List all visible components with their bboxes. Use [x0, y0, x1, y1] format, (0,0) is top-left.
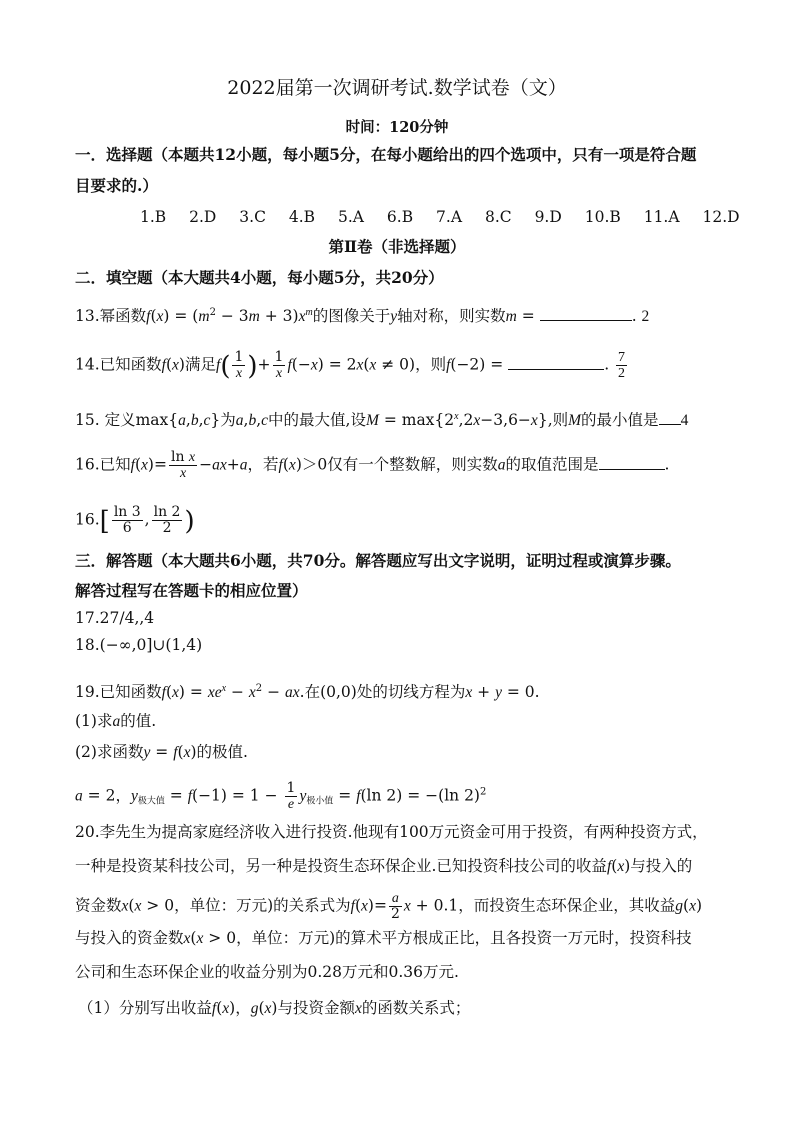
- question-15: 15. 定义max{a,b,c}为a,b,c中的最大值,设$M = \max\{2^x,2x-3,6-x\}$,则M的最小值是 4: [75, 411, 689, 429]
- question-20-part1: （1）分别写出收益f(x)，g(x)与投资金额x的函数关系式；: [78, 999, 471, 1017]
- answer-4: 4.B: [288, 208, 316, 226]
- answer-3: 3.C: [239, 208, 266, 226]
- question-20-line4: 与投入的资金数x(x > 0，单位：万元)的算术平方根成正比，且各投资一万元时，投资科技: [75, 929, 692, 947]
- q15-answer: 4: [680, 412, 689, 429]
- answer-blank: [540, 305, 632, 321]
- section3-heading-2: 解答过程写在答题卡的相应位置）: [75, 581, 308, 600]
- answer-blank: [508, 354, 604, 370]
- answer-8: 8.C: [484, 208, 512, 226]
- answer-1: 1.B: [140, 208, 167, 226]
- answer-11: 11.A: [643, 208, 680, 226]
- answer-10: 10.B: [584, 208, 621, 226]
- answer-5: 5.A: [338, 208, 364, 226]
- exam-title: 2022届第一次调研考试.数学试卷（文）: [227, 77, 567, 99]
- answer-7: 7.A: [436, 208, 463, 226]
- answer-6: 6.B: [386, 208, 414, 226]
- q14-answer: $\frac{7}{2}$: [618, 350, 626, 381]
- answer-9: 9.D: [534, 208, 562, 226]
- section1-heading-2: 目要求的.）: [75, 176, 158, 195]
- answer-blank: [599, 454, 665, 470]
- question-19-part1: (1)求a的值.: [75, 712, 157, 730]
- exam-time: 时间：120分钟: [345, 119, 449, 136]
- section2-heading: 二．填空题（本大题共4小题，每小题5分，共20分）: [75, 268, 444, 287]
- question-16: 16.已知f(x)= $\frac{\text{ln x}}{x}$ −ax+a，若f(x)＞0仅有一个整数解，则实数a的取值范围是 .: [75, 449, 670, 481]
- question-19: 19.已知函数$f(x) = xe^x - x^2$ − ax.在(0,0)处的切线方程为x + y = 0.: [75, 683, 540, 701]
- question-20-line2: 一种是投资某科技公司，另一种是投资生态环保企业.已知投资科技公司的收益f(x)与投入的: [75, 857, 693, 875]
- answer-blank: [659, 409, 681, 425]
- section3-heading-1: 三．解答题（本大题共6小题，共70分。解答题应写出文字说明，证明过程或演算步骤。: [75, 551, 681, 570]
- answer-2: 2.D: [189, 208, 217, 226]
- q13-answer: 2: [641, 308, 650, 325]
- section1-heading-1: 一．选择题（本题共12小题，每小题5分，在每小题给出的四个选项中，只有一项是符合题: [75, 145, 697, 164]
- question-20-line3: 资金数x(x > 0，单位：万元)的关系式为f(x)= $\frac{a}{2}$ x + 0.1，而投资生态环保企业，其收益g(x): [75, 891, 703, 922]
- question-19-part2: (2)求函数y = f(x)的极值.: [75, 743, 248, 761]
- question-14: 14.已知函数f(x)满足f( $\frac{1}{x}$ )+ $\frac{1}{x}$ f(−x) = 2x(x ≠ 0)，则f(−2) = . $\frac{7}{2}$: [75, 349, 626, 382]
- part2-title: 第Ⅱ卷（非选择题）: [328, 237, 466, 256]
- question-20-line5: 公司和生态环保企业的收益分别为0.28万元和0.36万元.: [75, 963, 459, 981]
- q16-answer: 16.[ $\frac{\ln 3}{6}$ , $\frac{\ln 2}{2}$ ): [75, 504, 195, 537]
- answer-17: 17.27/4,,4: [75, 609, 155, 627]
- question-13: 13.幂函数$f(x) = (m^2 - 3m + 3)x^m$的图像关于y轴对称，则实数m = . 2: [75, 307, 650, 325]
- answer-12: 12.D: [702, 208, 740, 226]
- question-20-line1: 20.李先生为提高家庭经济收入进行投资.他现有100万元资金可用于投资，有两种投资方式，: [75, 823, 708, 841]
- answer-19: a = 2，$y_{极大值} = f(-1) = 1$ − $\frac{1}{e}$ $y_{极小值} = f(\ln$ 2) = −(ln 2)$^2$: [75, 780, 487, 812]
- answer-18: 18.(−∞,0]∪(1,4): [75, 636, 203, 654]
- choice-answers: [140, 207, 740, 227]
